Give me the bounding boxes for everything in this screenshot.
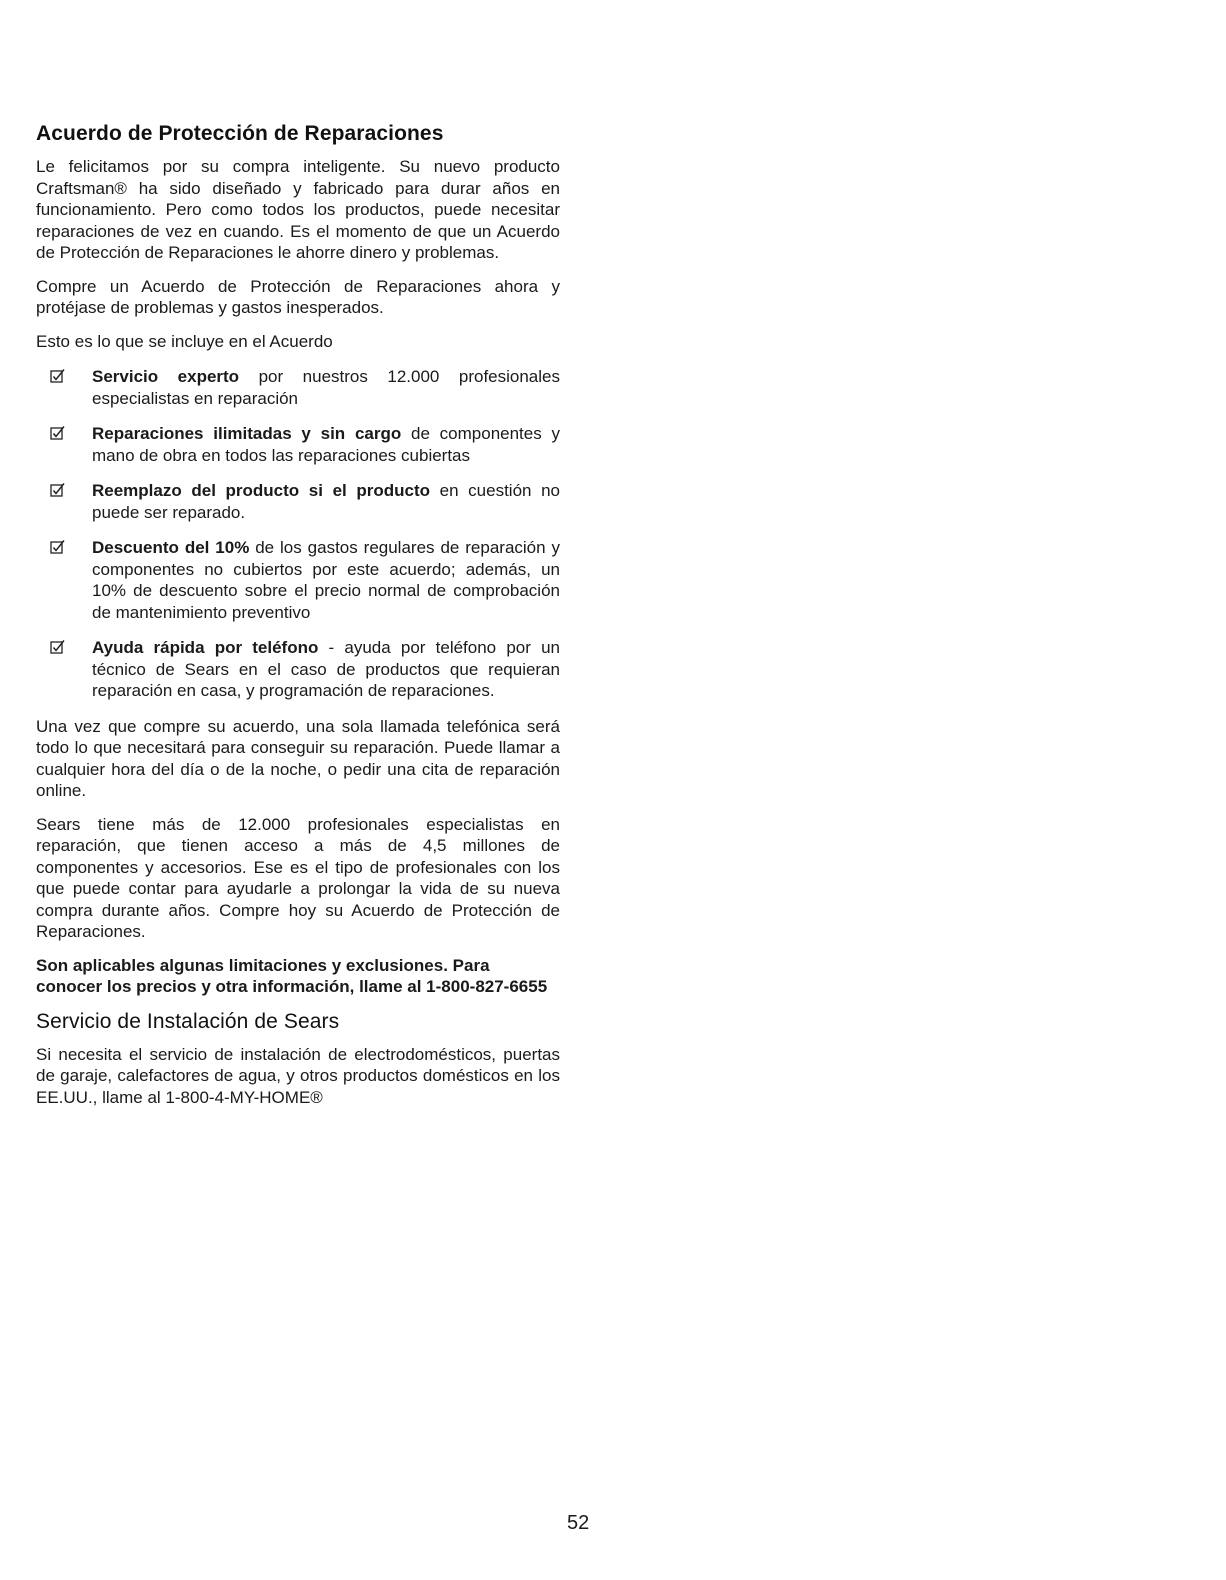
intro-paragraph: Le felicitamos por su compra inteligente. Su nuevo producto Craftsman® ha sido diseñado y fabricado para durar años en funcionamiento. Pero como todos los productos, puede necesitar reparaciones de vez en cuando. Es el momento de que un Acuerdo de Protección de Reparaciones le ahorre dinero y problemas.	[36, 157, 560, 262]
checked-box-icon	[50, 639, 66, 655]
list-item	[36, 366, 560, 409]
item-text: de los gastos regulares de reparación y componentes no cubiertos por este acuerdo; además, un 10% de descuento sobre el precio normal de comprobación de mantenimiento preventivo	[92, 538, 560, 622]
item-lead: Ayuda rápida por teléfono	[92, 638, 319, 657]
list-item	[36, 423, 560, 466]
benefits-list	[36, 366, 560, 702]
section-title-installation: Servicio de Instalación de Sears	[36, 1009, 340, 1033]
item-text: de componentes y mano de obra en todos las reparaciones cubiertas	[92, 424, 560, 465]
item-lead: Reemplazo del producto si el producto	[92, 481, 431, 500]
list-item	[36, 537, 560, 623]
item-text: - ayuda por teléfono por un técnico de Sears en el caso de productos que requieran reparación en casa, y programación de reparaciones.	[92, 638, 560, 700]
main-column	[36, 122, 560, 1120]
list-item	[36, 637, 560, 702]
checked-box-icon	[50, 368, 66, 384]
item-lead: Servicio experto	[92, 367, 240, 386]
after-purchase-paragraph: Una vez que compre su acuerdo, una sola llamada telefónica será todo lo que necesitará para conseguir su reparación. Puede llamar a cualquier hora del día o de la noche, o pedir una cita de reparación online.	[36, 716, 560, 800]
checked-box-icon	[50, 425, 66, 441]
item-text: en cuestión no puede ser reparado.	[92, 481, 560, 522]
section-title-repair-agreement: Acuerdo de Protección de Reparaciones	[36, 122, 444, 145]
checked-box-icon	[50, 539, 66, 555]
item-lead: Descuento del 10%	[92, 538, 250, 557]
installation-paragraph: Si necesita el servicio de instalación de electrodomésticos, puertas de garaje, calefactores de agua, y otros productos domésticos en los EE.UU., llame al 1-800-4-MY-HOME®	[36, 1044, 560, 1107]
limitations-notice: Son aplicables algunas limitaciones y exclusiones. Para conocer los precios y otra información, llame al 1-800-827-6655	[36, 955, 548, 996]
checked-box-icon	[50, 482, 66, 498]
item-lead: Reparaciones ilimitadas y sin cargo	[92, 424, 402, 443]
sears-pros-paragraph: Sears tiene más de 12.000 profesionales especialistas en reparación, que tienen acceso a más de 4,5 millones de componentes y accesorios. Ese es el tipo de profesionales con los que puede contar para ayudarle a prolongar la vida de su nueva compra durante años. Compre hoy su Acuerdo de Protección de Reparaciones.	[36, 814, 560, 941]
includes-lead: Esto es lo que se incluye en el Acuerdo	[36, 331, 333, 351]
list-item	[36, 480, 560, 523]
item-text: por nuestros 12.000 profesionales especialistas en reparación	[92, 367, 560, 408]
page-number: 52	[567, 1512, 590, 1534]
buy-now-paragraph: Compre un Acuerdo de Protección de Reparaciones ahora y protéjase de problemas y gastos inesperados.	[36, 276, 560, 317]
